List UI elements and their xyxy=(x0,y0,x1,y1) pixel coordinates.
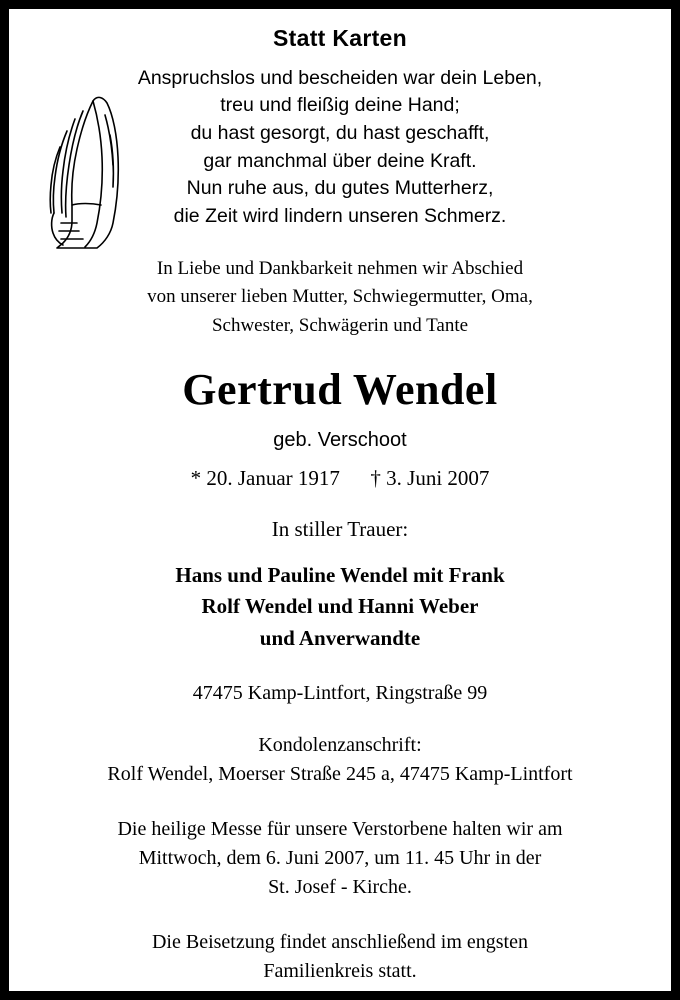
life-dates xyxy=(35,466,645,491)
mourning-label: In stiller Trauer: xyxy=(271,516,409,541)
notice-inner xyxy=(35,25,645,997)
birth-date: * 20. Januar 1917 xyxy=(190,465,340,490)
mass-line: Die heilige Messe für unsere Verstorbene halten wir am xyxy=(117,818,563,841)
praying-hands-icon xyxy=(39,95,143,255)
deceased-name: Gertrud Wendel xyxy=(182,365,498,415)
family-list xyxy=(35,560,645,655)
family-line: Hans und Pauline Wendel mit Frank xyxy=(175,562,505,587)
family-line: Rolf Wendel und Hanni Weber xyxy=(201,594,479,619)
family-address: 47475 Kamp-Lintfort, Ringstraße 99 xyxy=(192,682,488,705)
poem-line: gar manchmal über deine Kraft. xyxy=(203,149,477,172)
intro-line: In Liebe und Dankbarkeit nehmen wir Abschied xyxy=(156,257,524,279)
intro-text xyxy=(35,255,645,341)
poem-line: die Zeit wird lindern unseren Schmerz. xyxy=(173,205,507,228)
condolence-address: Rolf Wendel, Moerser Straße 245 a, 47475 Kamp-Lintfort xyxy=(107,763,573,786)
poem-line: Anspruchslos und bescheiden war dein Leben, xyxy=(137,66,543,89)
poem-line: Nun ruhe aus, du gutes Mutterherz, xyxy=(186,177,494,200)
mass-line: Mittwoch, dem 6. Juni 2007, um 11. 45 Uhr in der xyxy=(138,847,542,870)
mass-line: St. Josef - Kirche. xyxy=(268,876,412,899)
poem-line: du hast gesorgt, du hast geschafft, xyxy=(190,121,490,144)
mass-block xyxy=(35,815,645,902)
burial-block xyxy=(35,928,645,986)
condolence-label: Kondolenzanschrift: xyxy=(258,734,422,757)
intro-line: Schwester, Schwägerin und Tante xyxy=(211,314,469,336)
page-title: Statt Karten xyxy=(273,25,407,51)
burial-line: Die Beisetzung findet anschließend im engsten xyxy=(151,931,528,954)
poem-line: treu und fleißig deine Hand; xyxy=(220,94,460,117)
intro-line: von unserer lieben Mutter, Schwiegermutter, Oma, xyxy=(147,286,533,308)
condolence-block xyxy=(35,731,645,789)
death-date: † 3. Juni 2007 xyxy=(370,465,490,490)
maiden-name: geb. Verschoot xyxy=(273,428,407,451)
burial-line: Familienkreis statt. xyxy=(263,960,417,983)
family-line: und Anverwandte xyxy=(259,625,421,650)
